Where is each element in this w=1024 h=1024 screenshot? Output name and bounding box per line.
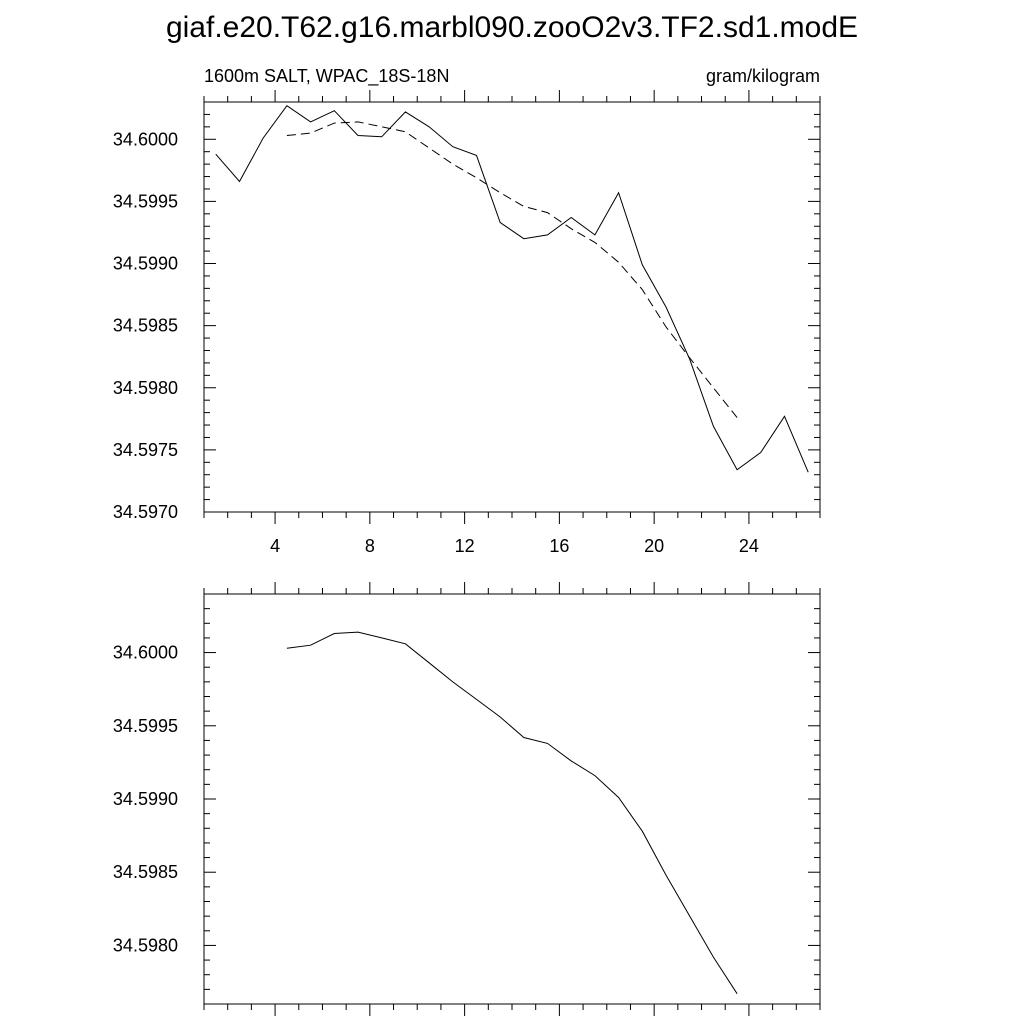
plot-frame	[204, 594, 820, 1004]
x-tick-label: 24	[738, 536, 759, 556]
solid-series-line	[216, 106, 808, 473]
x-tick-label: 12	[454, 536, 475, 556]
y-tick-label: 34.5975	[112, 439, 178, 460]
dashed-series-line	[287, 122, 737, 418]
y-tick-label: 34.5995	[112, 715, 178, 736]
y-tick-label: 34.6000	[112, 642, 178, 663]
variable-label: 1600m SALT, WPAC_18S-18N	[204, 66, 450, 86]
y-tick-label: 34.5970	[112, 502, 178, 522]
plot-frame	[204, 102, 820, 512]
chart-title: giaf.e20.T62.g16.marbl090.zooO2v3.TF2.sd1.modE	[165, 11, 859, 44]
y-tick-label: 34.5980	[112, 935, 178, 956]
x-tick-label: 16	[549, 536, 570, 556]
y-tick-label: 34.5990	[112, 253, 178, 274]
y-tick-label: 34.5980	[112, 377, 178, 398]
solid-series-line	[287, 632, 737, 994]
bottom-panel	[113, 582, 820, 1016]
y-tick-label: 34.6000	[112, 129, 178, 150]
x-tick-label: 20	[644, 536, 665, 556]
y-tick-label: 34.5985	[112, 862, 178, 883]
units-label: gram/kilogram	[705, 66, 820, 86]
top-panel	[113, 90, 820, 556]
y-tick-label: 34.5985	[112, 315, 178, 336]
y-tick-label: 34.5990	[112, 789, 178, 809]
x-tick-label: 4	[270, 536, 281, 556]
x-tick-label: 8	[364, 536, 375, 556]
y-tick-label: 34.5995	[112, 191, 178, 212]
